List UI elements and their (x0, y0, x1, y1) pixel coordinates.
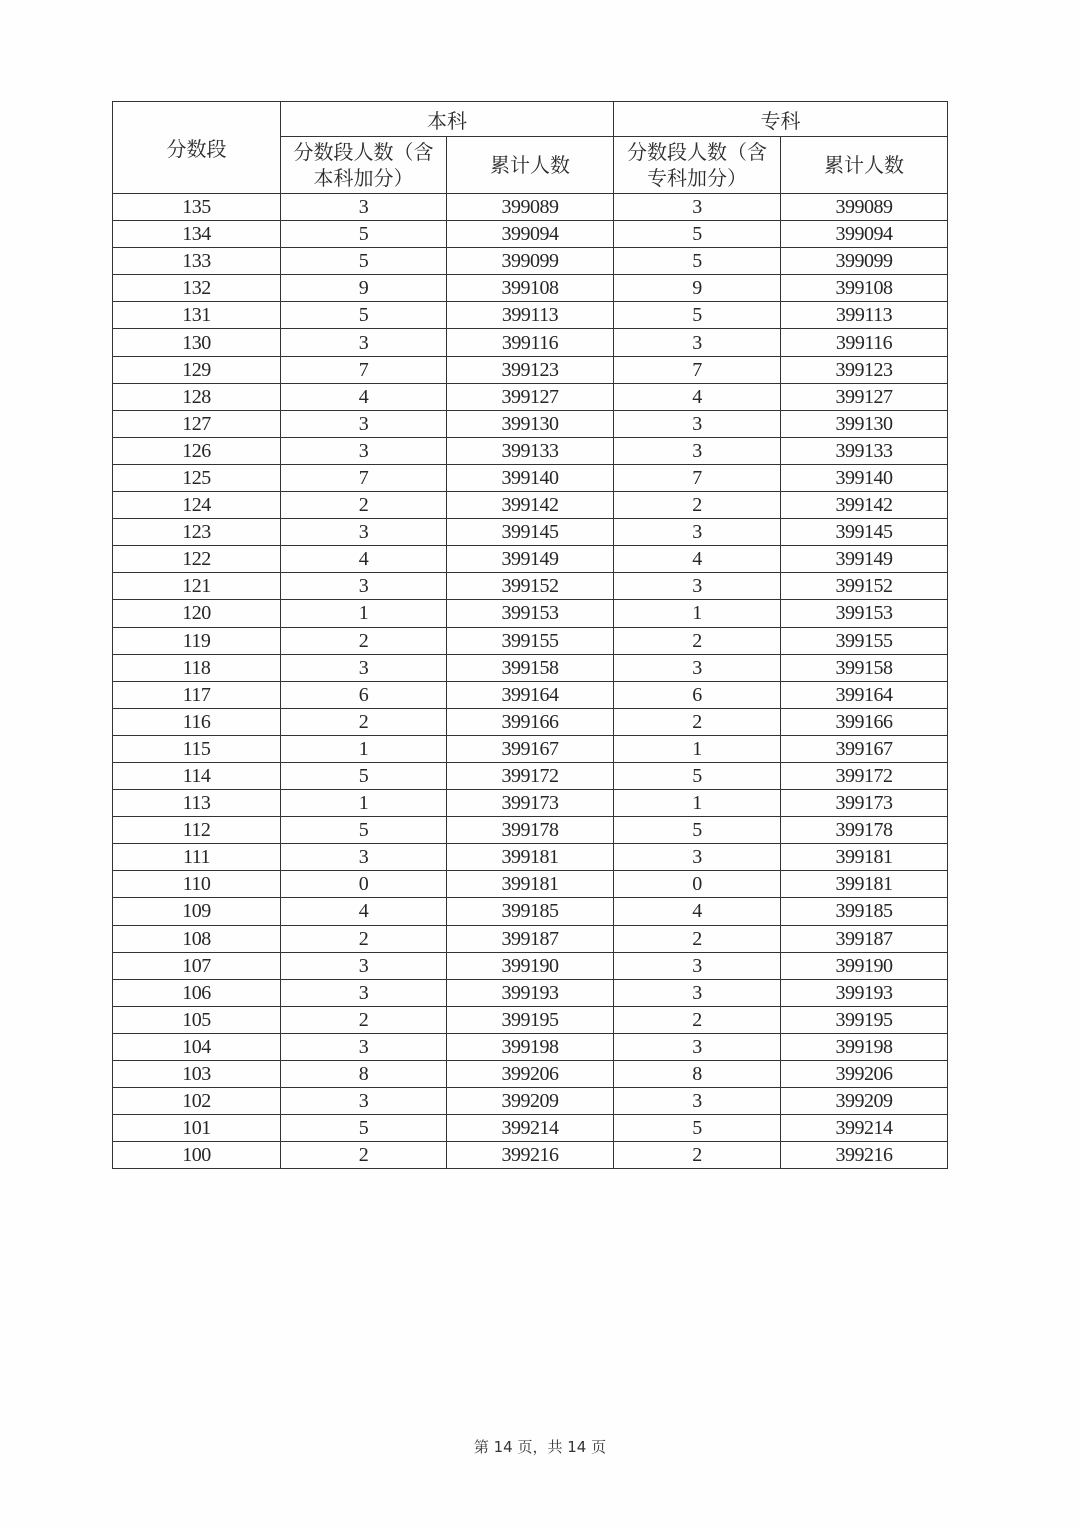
cell-undergrad-cumulative: 399130 (447, 410, 614, 437)
cell-junior-count: 0 (614, 871, 781, 898)
table-header (113, 102, 948, 194)
table-row (113, 925, 948, 952)
cell-junior-count: 3 (614, 410, 781, 437)
cell-score-band: 104 (113, 1033, 281, 1060)
cell-junior-cumulative: 399198 (781, 1033, 948, 1060)
cell-score-band: 102 (113, 1088, 281, 1115)
cell-junior-cumulative: 399193 (781, 979, 948, 1006)
cell-undergrad-cumulative: 399152 (447, 573, 614, 600)
cell-junior-cumulative: 399187 (781, 925, 948, 952)
cell-score-band: 130 (113, 329, 281, 356)
cell-undergrad-cumulative: 399172 (447, 762, 614, 789)
cell-junior-cumulative: 399206 (781, 1061, 948, 1088)
cell-undergrad-count: 3 (281, 437, 447, 464)
cell-score-band: 133 (113, 248, 281, 275)
cell-junior-count: 5 (614, 1115, 781, 1142)
cell-score-band: 105 (113, 1006, 281, 1033)
cell-undergrad-count: 7 (281, 356, 447, 383)
cell-undergrad-cumulative: 399116 (447, 329, 614, 356)
cell-junior-cumulative: 399133 (781, 437, 948, 464)
cell-score-band: 100 (113, 1142, 281, 1169)
cell-undergrad-count: 6 (281, 681, 447, 708)
cell-undergrad-count: 4 (281, 383, 447, 410)
cell-undergrad-count: 5 (281, 817, 447, 844)
cell-junior-count: 5 (614, 302, 781, 329)
header-junior-count-line2: 专科加分） (647, 166, 747, 190)
cell-undergrad-cumulative: 399149 (447, 546, 614, 573)
cell-undergrad-cumulative: 399173 (447, 790, 614, 817)
cell-undergrad-cumulative: 399127 (447, 383, 614, 410)
header-junior-cumulative: 累计人数 (781, 137, 948, 194)
cell-score-band: 131 (113, 302, 281, 329)
table-row (113, 844, 948, 871)
cell-undergrad-count: 3 (281, 519, 447, 546)
cell-junior-count: 2 (614, 1142, 781, 1169)
cell-junior-count: 4 (614, 383, 781, 410)
cell-score-band: 110 (113, 871, 281, 898)
cell-undergrad-count: 2 (281, 1142, 447, 1169)
cell-undergrad-count: 1 (281, 600, 447, 627)
cell-score-band: 118 (113, 654, 281, 681)
cell-junior-cumulative: 399172 (781, 762, 948, 789)
cell-undergrad-count: 1 (281, 790, 447, 817)
cell-undergrad-cumulative: 399206 (447, 1061, 614, 1088)
cell-score-band: 128 (113, 383, 281, 410)
table-row (113, 817, 948, 844)
table-row (113, 871, 948, 898)
cell-junior-count: 3 (614, 654, 781, 681)
header-undergrad: 本科 (281, 102, 614, 137)
cell-undergrad-cumulative: 399167 (447, 735, 614, 762)
cell-score-band: 115 (113, 735, 281, 762)
table-row (113, 519, 948, 546)
cell-junior-cumulative: 399113 (781, 302, 948, 329)
cell-undergrad-count: 5 (281, 1115, 447, 1142)
cell-junior-count: 5 (614, 817, 781, 844)
cell-junior-count: 7 (614, 356, 781, 383)
cell-undergrad-count: 4 (281, 546, 447, 573)
cell-score-band: 121 (113, 573, 281, 600)
cell-score-band: 109 (113, 898, 281, 925)
cell-junior-count: 3 (614, 573, 781, 600)
cell-junior-count: 2 (614, 708, 781, 735)
cell-undergrad-count: 5 (281, 221, 447, 248)
cell-junior-cumulative: 399167 (781, 735, 948, 762)
table-row (113, 600, 948, 627)
table-row (113, 708, 948, 735)
cell-undergrad-count: 8 (281, 1061, 447, 1088)
cell-junior-cumulative: 399164 (781, 681, 948, 708)
cell-undergrad-cumulative: 399164 (447, 681, 614, 708)
table-row (113, 735, 948, 762)
cell-undergrad-count: 2 (281, 627, 447, 654)
cell-undergrad-cumulative: 399185 (447, 898, 614, 925)
cell-junior-count: 9 (614, 275, 781, 302)
cell-undergrad-count: 3 (281, 410, 447, 437)
table-row (113, 546, 948, 573)
cell-undergrad-count: 3 (281, 1033, 447, 1060)
cell-junior-count: 3 (614, 979, 781, 1006)
cell-junior-cumulative: 399173 (781, 790, 948, 817)
cell-junior-cumulative: 399142 (781, 492, 948, 519)
cell-junior-cumulative: 399089 (781, 194, 948, 221)
cell-undergrad-cumulative: 399140 (447, 464, 614, 491)
cell-score-band: 106 (113, 979, 281, 1006)
table-row (113, 356, 948, 383)
cell-undergrad-count: 2 (281, 708, 447, 735)
cell-undergrad-cumulative: 399089 (447, 194, 614, 221)
cell-junior-cumulative: 399116 (781, 329, 948, 356)
cell-junior-cumulative: 399178 (781, 817, 948, 844)
cell-score-band: 113 (113, 790, 281, 817)
score-distribution-table (112, 101, 948, 1169)
cell-score-band: 132 (113, 275, 281, 302)
table-row (113, 762, 948, 789)
cell-junior-cumulative: 399152 (781, 573, 948, 600)
cell-junior-cumulative: 399153 (781, 600, 948, 627)
cell-undergrad-count: 3 (281, 844, 447, 871)
table-row (113, 898, 948, 925)
table-row (113, 437, 948, 464)
cell-junior-cumulative: 399108 (781, 275, 948, 302)
table-row (113, 329, 948, 356)
cell-undergrad-count: 2 (281, 492, 447, 519)
cell-score-band: 125 (113, 464, 281, 491)
cell-score-band: 126 (113, 437, 281, 464)
cell-junior-count: 2 (614, 925, 781, 952)
cell-undergrad-count: 3 (281, 979, 447, 1006)
cell-junior-cumulative: 399209 (781, 1088, 948, 1115)
cell-junior-count: 2 (614, 492, 781, 519)
table-row (113, 248, 948, 275)
cell-undergrad-cumulative: 399113 (447, 302, 614, 329)
cell-junior-cumulative: 399181 (781, 844, 948, 871)
cell-junior-count: 2 (614, 627, 781, 654)
cell-undergrad-cumulative: 399209 (447, 1088, 614, 1115)
cell-undergrad-cumulative: 399178 (447, 817, 614, 844)
table-row (113, 275, 948, 302)
cell-junior-count: 6 (614, 681, 781, 708)
cell-undergrad-cumulative: 399094 (447, 221, 614, 248)
cell-score-band: 122 (113, 546, 281, 573)
table-row (113, 492, 948, 519)
cell-score-band: 108 (113, 925, 281, 952)
cell-undergrad-cumulative: 399145 (447, 519, 614, 546)
cell-undergrad-count: 5 (281, 302, 447, 329)
cell-undergrad-count: 3 (281, 1088, 447, 1115)
cell-junior-cumulative: 399127 (781, 383, 948, 410)
cell-junior-count: 3 (614, 519, 781, 546)
cell-score-band: 124 (113, 492, 281, 519)
cell-undergrad-count: 2 (281, 925, 447, 952)
cell-junior-count: 1 (614, 790, 781, 817)
cell-junior-cumulative: 399195 (781, 1006, 948, 1033)
cell-junior-cumulative: 399130 (781, 410, 948, 437)
table-row (113, 952, 948, 979)
table-row (113, 681, 948, 708)
header-junior-count (614, 137, 781, 194)
cell-junior-count: 8 (614, 1061, 781, 1088)
table-row (113, 1088, 948, 1115)
cell-score-band: 120 (113, 600, 281, 627)
cell-junior-count: 5 (614, 248, 781, 275)
cell-junior-count: 4 (614, 546, 781, 573)
cell-junior-count: 3 (614, 1033, 781, 1060)
cell-score-band: 112 (113, 817, 281, 844)
cell-score-band: 107 (113, 952, 281, 979)
cell-junior-cumulative: 399185 (781, 898, 948, 925)
table-row (113, 1033, 948, 1060)
cell-undergrad-count: 4 (281, 898, 447, 925)
cell-undergrad-count: 5 (281, 248, 447, 275)
header-undergrad-count-line2: 本科加分） (313, 166, 414, 190)
cell-undergrad-count: 2 (281, 1006, 447, 1033)
table-row (113, 627, 948, 654)
header-row-groups (113, 102, 948, 137)
cell-undergrad-cumulative: 399190 (447, 952, 614, 979)
cell-junior-count: 3 (614, 844, 781, 871)
cell-junior-cumulative: 399190 (781, 952, 948, 979)
table-row (113, 573, 948, 600)
cell-junior-cumulative: 399140 (781, 464, 948, 491)
cell-junior-count: 5 (614, 762, 781, 789)
cell-undergrad-cumulative: 399108 (447, 275, 614, 302)
table-row (113, 790, 948, 817)
table-row (113, 1142, 948, 1169)
cell-undergrad-count: 3 (281, 329, 447, 356)
table-row (113, 194, 948, 221)
cell-undergrad-count: 3 (281, 654, 447, 681)
header-undergrad-cumulative: 累计人数 (447, 137, 614, 194)
cell-score-band: 135 (113, 194, 281, 221)
cell-undergrad-cumulative: 399166 (447, 708, 614, 735)
table-row (113, 221, 948, 248)
cell-score-band: 129 (113, 356, 281, 383)
header-score-band: 分数段 (113, 102, 281, 194)
cell-undergrad-count: 3 (281, 952, 447, 979)
cell-junior-count: 3 (614, 329, 781, 356)
table-row (113, 1115, 948, 1142)
cell-junior-cumulative: 399216 (781, 1142, 948, 1169)
header-undergrad-count-line1: 分数段人数（含 (293, 140, 434, 164)
table-row (113, 1006, 948, 1033)
cell-undergrad-cumulative: 399155 (447, 627, 614, 654)
cell-junior-count: 3 (614, 952, 781, 979)
cell-junior-count: 3 (614, 194, 781, 221)
cell-score-band: 114 (113, 762, 281, 789)
table-row (113, 302, 948, 329)
cell-junior-cumulative: 399099 (781, 248, 948, 275)
cell-undergrad-cumulative: 399216 (447, 1142, 614, 1169)
cell-junior-cumulative: 399214 (781, 1115, 948, 1142)
cell-junior-count: 3 (614, 437, 781, 464)
cell-junior-count: 3 (614, 1088, 781, 1115)
cell-junior-count: 1 (614, 735, 781, 762)
cell-score-band: 127 (113, 410, 281, 437)
cell-score-band: 134 (113, 221, 281, 248)
cell-undergrad-cumulative: 399198 (447, 1033, 614, 1060)
cell-junior-cumulative: 399149 (781, 546, 948, 573)
cell-undergrad-cumulative: 399123 (447, 356, 614, 383)
cell-undergrad-count: 0 (281, 871, 447, 898)
cell-undergrad-cumulative: 399187 (447, 925, 614, 952)
table-row (113, 383, 948, 410)
cell-junior-cumulative: 399155 (781, 627, 948, 654)
cell-undergrad-count: 3 (281, 573, 447, 600)
cell-score-band: 123 (113, 519, 281, 546)
cell-junior-count: 7 (614, 464, 781, 491)
cell-undergrad-cumulative: 399142 (447, 492, 614, 519)
cell-score-band: 101 (113, 1115, 281, 1142)
table-row (113, 979, 948, 1006)
cell-undergrad-cumulative: 399153 (447, 600, 614, 627)
header-junior-count-line1: 分数段人数（含 (627, 140, 767, 164)
table-row (113, 1061, 948, 1088)
cell-score-band: 111 (113, 844, 281, 871)
cell-junior-count: 1 (614, 600, 781, 627)
cell-junior-cumulative: 399145 (781, 519, 948, 546)
cell-undergrad-cumulative: 399193 (447, 979, 614, 1006)
table-row (113, 464, 948, 491)
page-number-footer: 第 14 页，共 14 页 (473, 1438, 607, 1456)
cell-undergrad-cumulative: 399099 (447, 248, 614, 275)
cell-score-band: 116 (113, 708, 281, 735)
cell-score-band: 103 (113, 1061, 281, 1088)
header-junior: 专科 (614, 102, 948, 137)
table-row (113, 410, 948, 437)
cell-junior-cumulative: 399166 (781, 708, 948, 735)
cell-undergrad-count: 1 (281, 735, 447, 762)
cell-junior-cumulative: 399158 (781, 654, 948, 681)
table-row (113, 654, 948, 681)
cell-undergrad-count: 9 (281, 275, 447, 302)
cell-undergrad-cumulative: 399133 (447, 437, 614, 464)
header-undergrad-count (281, 137, 447, 194)
cell-undergrad-cumulative: 399181 (447, 844, 614, 871)
cell-undergrad-cumulative: 399195 (447, 1006, 614, 1033)
cell-undergrad-count: 3 (281, 194, 447, 221)
cell-junior-cumulative: 399123 (781, 356, 948, 383)
cell-junior-cumulative: 399181 (781, 871, 948, 898)
cell-undergrad-count: 5 (281, 762, 447, 789)
cell-undergrad-cumulative: 399214 (447, 1115, 614, 1142)
cell-score-band: 119 (113, 627, 281, 654)
cell-junior-count: 5 (614, 221, 781, 248)
table-body (113, 194, 948, 1169)
cell-undergrad-cumulative: 399181 (447, 871, 614, 898)
cell-undergrad-count: 7 (281, 464, 447, 491)
cell-junior-count: 4 (614, 898, 781, 925)
cell-score-band: 117 (113, 681, 281, 708)
cell-undergrad-cumulative: 399158 (447, 654, 614, 681)
cell-junior-cumulative: 399094 (781, 221, 948, 248)
cell-junior-count: 2 (614, 1006, 781, 1033)
